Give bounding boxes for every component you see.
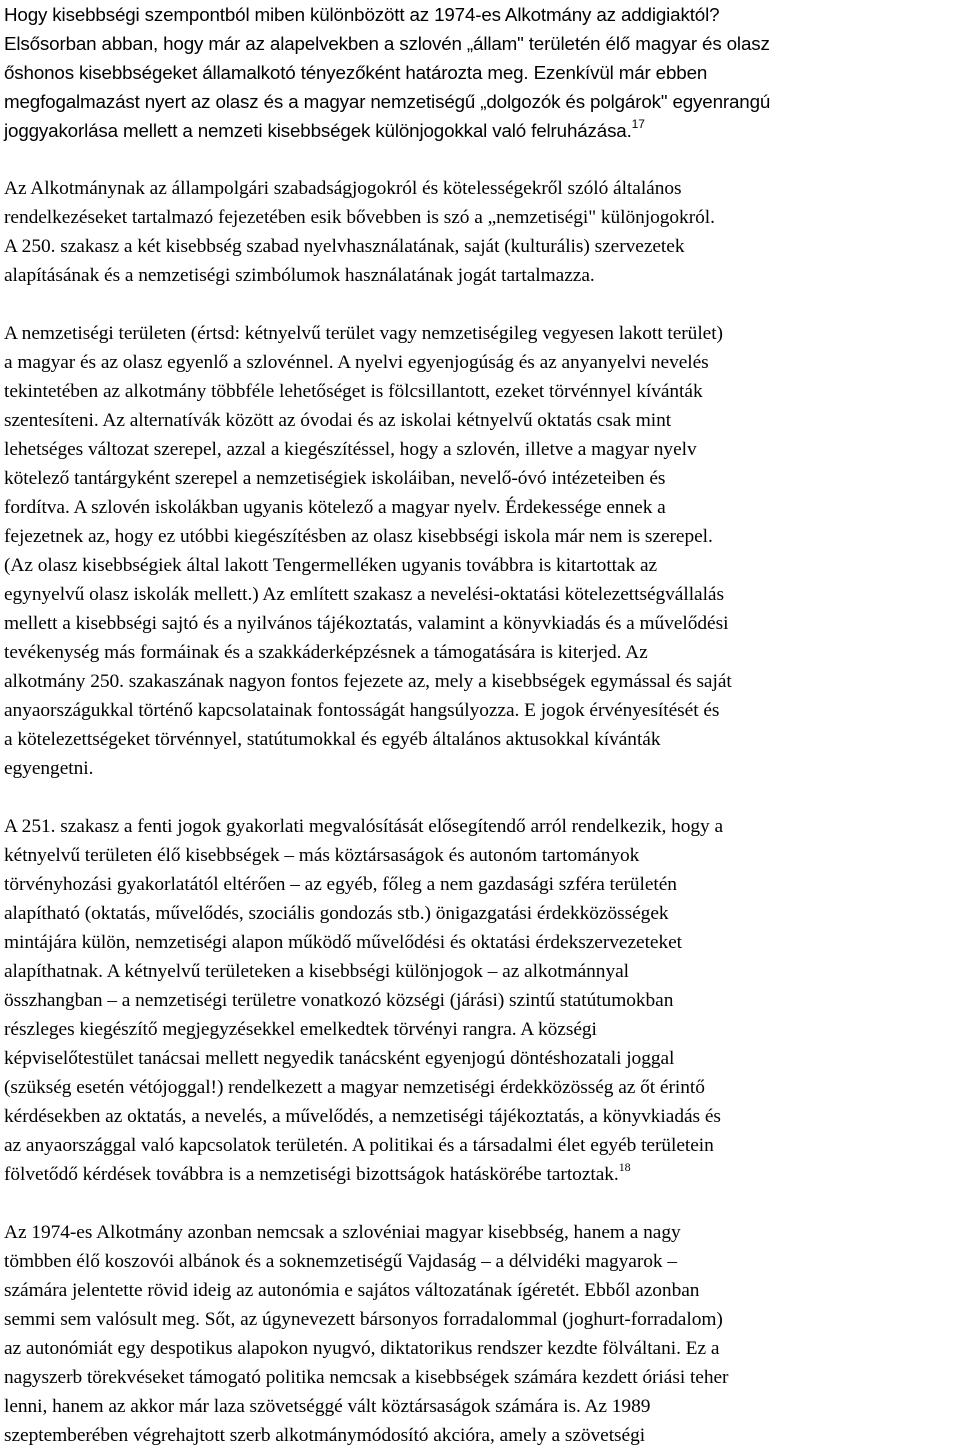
text-line — [4, 174, 682, 203]
text-line — [4, 609, 728, 638]
text-line — [4, 319, 723, 348]
line-text: számára jelentette rövid ideig az autonómia e sajátos változatának ígéretét. Ebből azonban — [4, 1280, 700, 1301]
line-text: megfogalmazást nyert az olasz és a magyar nemzetiségű „dolgozók és polgárok" egyenrangú — [4, 91, 771, 112]
line-text: anyaországukkal történő kapcsolatainak fontosságát hangsúlyozza. E jogok érvényesítését és — [4, 700, 720, 721]
text-line — [4, 1160, 631, 1189]
line-text: (Az olasz kisebbségiek által lakott Tengermelléken ugyanis továbbra is kitartottak az — [4, 555, 658, 576]
line-text: alapításának és a nemzetiségi szimbólumok használatának jogát tartalmazza. — [4, 265, 595, 286]
line-text: Elsősorban abban, hogy már az alapelvekben a szlovén „állam" területén élő magyar és olasz — [4, 33, 770, 54]
text-line — [4, 986, 673, 1015]
line-text: Az Alkotmánynak az állampolgári szabadságjogokról és kötelességekről szóló általános — [4, 178, 682, 199]
line-text: rendelkezéseket tartalmazó fejezetében esik bővebben is szó a „nemzetiségi" különjogokról. — [4, 207, 715, 228]
line-text: lenni, hanem az akkor már laza szövetséggé vált köztársaságok számára is. Az 1989 — [4, 1396, 651, 1417]
text-line — [4, 203, 715, 232]
text-line — [4, 580, 724, 609]
text-line — [4, 232, 684, 261]
line-text: alapítható (oktatás, művelődés, szociális gondozás stb.) önigazgatási érdekközösségek — [4, 903, 669, 924]
line-text: tekintetében az alkotmány többféle lehetőséget is fölcsillantott, ezeket törvénnyel kívánták — [4, 381, 703, 402]
text-line — [4, 928, 682, 957]
text-line — [4, 1015, 597, 1044]
text-line — [4, 899, 669, 928]
text-line — [4, 1421, 645, 1450]
line-text: kötelező tantárgyként szerepel a nemzetiségiek iskoláiban, nevelő-óvó intézeteiben és — [4, 468, 666, 489]
text-line — [4, 1363, 728, 1392]
text-line — [4, 58, 707, 87]
line-text: Hogy kisebbségi szempontból miben különbözött az 1974-es Alkotmány az addigiaktól? — [4, 4, 720, 25]
line-text: fordítva. A szlovén iskolákban ugyanis kötelező a magyar nyelv. Érdekessége ennek a — [4, 497, 666, 518]
line-text: képviselőtestület tanácsai mellett negyedik tanácsként egyenjogú döntéshozatali joggal — [4, 1048, 675, 1069]
line-text: az autonómiát egy despotikus alapokon nyugvó, diktatorikus rendszer kezdte fölváltani. Ez a — [4, 1338, 720, 1359]
line-text: a magyar és az olasz egyenlő a szlovénnel. A nyelvi egyenjogúság és az anyanyelvi nevelés — [4, 352, 709, 373]
line-text: (szükség esetén vétójoggal!) rendelkezett a magyar nemzetiségi érdekközösség az őt érintő — [4, 1077, 705, 1098]
text-line — [4, 493, 666, 522]
text-line — [4, 1044, 674, 1073]
line-text: semmi sem valósult meg. Sőt, az úgynevezett bársonyos forradalommal (joghurt-forradalom) — [4, 1309, 723, 1330]
text-line — [4, 812, 723, 841]
text-line — [4, 1131, 714, 1160]
text-line — [4, 551, 657, 580]
line-text: A 251. szakasz a fenti jogok gyakorlati megvalósítását elősegítendő arról rendelkezik, hogy a — [4, 816, 724, 837]
text-line — [4, 464, 665, 493]
line-text: összhangban – a nemzetiségi területre vonatkozó községi (járási) szintű statútumokban — [4, 990, 674, 1011]
text-line — [4, 261, 595, 290]
line-text: nagyszerb törekvéseket támogató politika nemcsak a kisebbségek számára kezdett óriási teher — [4, 1367, 729, 1388]
line-text: szeptemberében végrehajtott szerb alkotmánymódosító akcióra, amely a szövetségi — [4, 1425, 646, 1446]
line-text: Az 1974-es Alkotmány azonban nemcsak a szlovéniai magyar kisebbség, hanem a nagy — [4, 1222, 681, 1243]
line-text: alapíthatnak. A kétnyelvű területeken a kisebbségi különjogok – az alkotmánnyal — [4, 961, 629, 982]
line-text: kérdésekben az oktatás, a nevelés, a művelődés, a nemzetiségi tájékoztatás, a könyvkiadás és — [4, 1106, 721, 1127]
line-text: az anyaországgal való kapcsolatok területén. A politikai és a társadalmi élet egyéb területein — [4, 1135, 714, 1156]
text-line — [4, 1247, 677, 1276]
line-text: szentesíteni. Az alternatívák között az óvodai és az iskolai kétnyelvű oktatás csak mint — [4, 410, 672, 431]
text-line — [4, 406, 671, 435]
line-text: A nemzetiségi területen (értsd: kétnyelvű terület vagy nemzetiségileg vegyesen lakott terület) — [4, 323, 723, 344]
text-line — [4, 435, 697, 464]
line-text: mintájára külön, nemzetiségi alapon működő művelődési és oktatási érdekszervezeteket — [4, 932, 683, 953]
line-text: részleges kiegészítő megjegyzésekkel emelkedtek törvényi rangra. A községi — [4, 1019, 597, 1040]
line-text: mellett a kisebbségi sajtó és a nyilvános tájékoztatás, valamint a könyvkiadás és a művelődési — [4, 613, 729, 634]
text-line — [4, 1334, 719, 1363]
text-line — [4, 1392, 650, 1421]
text-line — [4, 1102, 721, 1131]
line-text: kétnyelvű területen élő kisebbségek – más köztársaságok és autonóm tartományok — [4, 845, 640, 866]
text-line — [4, 377, 703, 406]
text-line — [4, 116, 645, 145]
line-text: a kötelezettségeket törvénnyel, statútumokkal és egyéb általános aktusokkal kívánták — [4, 729, 661, 750]
line-text: törvényhozási gyakorlatától eltérően – az egyéb, főleg a nem gazdasági szféra területén — [4, 874, 677, 895]
text-line — [4, 754, 93, 783]
text-line — [4, 87, 770, 116]
line-text: A 250. szakasz a két kisebbség szabad nyelvhasználatának, saját (kulturális) szervezetek — [4, 236, 685, 257]
text-line — [4, 29, 770, 58]
text-line — [4, 1305, 723, 1334]
line-text: fejezetnek az, hogy ez utóbbi kiegészítésben az olasz kisebbségi iskola már nem is szerepel. — [4, 526, 713, 547]
footnote-reference: 17 — [631, 116, 645, 131]
text-line — [4, 725, 660, 754]
line-text: egyengetni. — [4, 758, 94, 779]
text-line — [4, 841, 639, 870]
text-line — [4, 1218, 681, 1247]
text-line — [4, 1276, 699, 1305]
text-line — [4, 870, 677, 899]
line-text: alkotmány 250. szakaszának nagyon fontos fejezete az, mely a kisebbségek egymással és saját — [4, 671, 732, 692]
line-text: lehetséges változat szerepel, azzal a kiegészítéssel, hogy a szlovén, illetve a magyar nyelv — [4, 439, 697, 460]
line-text: őshonos kisebbségeket államalkotó tényezőként határozta meg. Ezenkívül már ebben — [4, 62, 708, 83]
text-line — [4, 522, 713, 551]
text-line — [4, 1073, 705, 1102]
text-line — [4, 348, 709, 377]
footnote-reference: 18 — [618, 1159, 631, 1174]
text-line — [4, 696, 719, 725]
line-text: tevékenység más formáinak és a szakkáderképzésnek a támogatására is kiterjed. Az — [4, 642, 648, 663]
text-line — [4, 667, 732, 696]
text-line — [4, 0, 719, 29]
line-text: egynyelvű olasz iskolák mellett.) Az említett szakasz a nevelési-oktatási kötelezettségvállalás — [4, 584, 724, 605]
text-line — [4, 957, 629, 986]
line-text: tömbben élő koszovói albánok és a soknemzetiségű Vajdaság – a délvidéki magyarok – — [4, 1251, 677, 1272]
text-line — [4, 638, 648, 667]
line-text: joggyakorlása mellett a nemzeti kisebbségek különjogokkal való felruházása. — [4, 120, 632, 141]
line-text: fölvetődő kérdések továbbra is a nemzetiségi bizottságok hatáskörébe tartoztak. — [4, 1164, 619, 1185]
